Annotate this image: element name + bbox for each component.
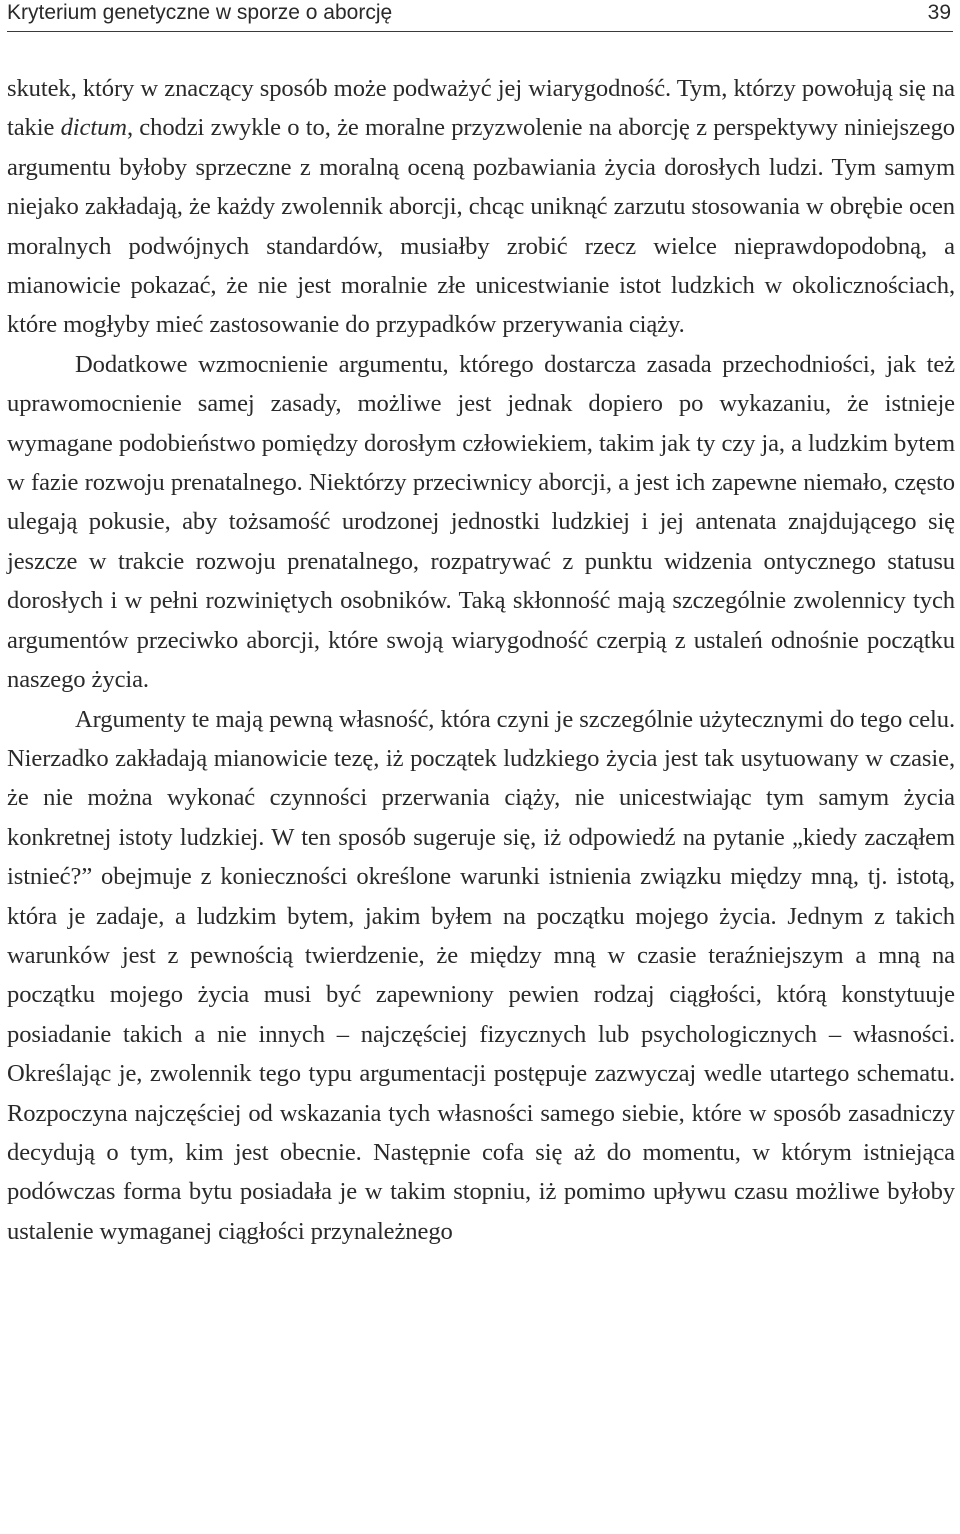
page-number: 39 bbox=[927, 1, 951, 24]
paragraph-1-part-b: , chodzi zwykle o to, że moralne przyzwolenie na aborcję z perspektywy niniejszego argumentu byłoby sprzeczne z moralną oceną pozbawiania życia dorosłych ludzi. Tym samym niejako zakładają, że każdy zwolennik aborcji, chcąc uniknąć zarzutu stosowania w obrębie ocen moralnych podwójnych standardów, musiałby zrobić rzecz wielce nieprawdopodobną, a mianowicie pokazać, że nie jest moralnie złe unicestwianie istot ludzkich w okolicznościach, które mogłyby mieć zastosowanie do przypadków przerywania ciąży. bbox=[7, 114, 955, 339]
paragraph-1-italic-term: dictum bbox=[60, 114, 127, 142]
body-text bbox=[7, 69, 955, 1251]
running-header bbox=[7, 0, 953, 32]
paragraph-1-part-a: skutek, który w znaczący sposób może podważyć jej wiarygodność. Tym, którzy powołują się na takie bbox=[7, 75, 955, 142]
paragraph-3: Argumenty te mają pewną własność, która czyni je szczególnie użytecznymi do tego celu. Nierzadko zakładają mianowicie tezę, iż początek ludzkiego życia jest tak usytuowany w czasie, że nie można wykonać czynności przerwania ciąży, nie unicestwiając tym samym życia konkretnej istoty ludzkiej. W ten sposób sugeruje się, iż odpowiedź na pytanie „kiedy zacząłem istnieć?” obejmuje z konieczności określone warunki istnienia związku między mną, tj. istotą, która je zadaje, a ludzkim bytem, jakim byłem na początku mojego życia. Jednym z takich warunków jest z pewnością twierdzenie, że między mną w czasie teraźniejszym a mną na początku mojego życia musi być zapewniony pewien rodzaj ciągłości, którą konstytuuje posiadanie takich a nie innych – najczęściej fizycznych lub psychologicznych – własności. Określając je, zwolennik tego typu argumentacji postępuje zazwyczaj wedle utartego schematu. Rozpoczyna najczęściej od wskazania tych własności samego siebie, które w sposób zasadniczy decydują o tym, kim jest obecnie. Następnie cofa się aż do momentu, w którym istniejąca podówczas forma bytu posiadała je w takim stopniu, iż pomimo upływu czasu możliwe byłoby ustalenie wymaganej ciągłości przynależnego bbox=[7, 705, 955, 1245]
paragraph-2: Dodatkowe wzmocnienie argumentu, którego dostarcza zasada przechodniości, jak też uprawomocnienie samej zasady, możliwe jest jednak dopiero po wykazaniu, że istnieje wymagane podobieństwo pomiędzy dorosłym człowiekiem, takim jak ty czy ja, a ludzkim bytem w fazie rozwoju prenatalnego. Niektórzy przeciwnicy aborcji, a jest ich zapewne niemało, często ulegają pokusie, aby tożsamość urodzonej jednostki ludzkiej i jej antenata znajdującego się jeszcze w trakcie rozwoju prenatalnego, rozpatrywać z punktu widzenia ontycznego statusu dorosłych i w pełni rozwiniętych osobników. Taką skłonność mają szczególnie zwolennicy tych argumentów przeciwko aborcji, które swoją wiarygodność czerpią z ustaleń odnośnie początku naszego życia. bbox=[7, 350, 955, 694]
running-header-title: Kryterium genetyczne w sporze o aborcję bbox=[7, 1, 393, 24]
paragraph-1 bbox=[7, 69, 955, 345]
